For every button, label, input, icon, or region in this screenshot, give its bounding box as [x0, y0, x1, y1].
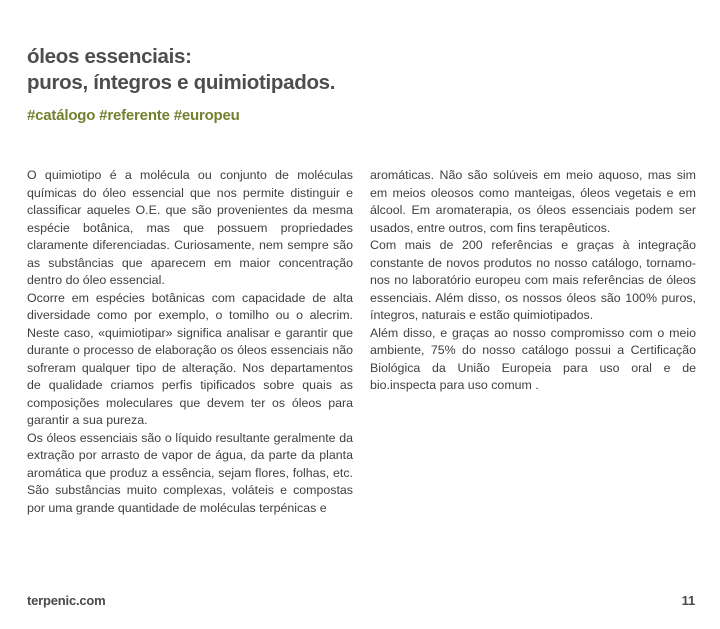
- paragraph-aromaticas: aromáticas. Não são solúveis em meio aquoso, mas sim em meios oleosos como manteigas, óleos vegetais e em álcool. Em aromaterapia, os óleos essenciais podem ser usados, entre outros, com fins terapêuticos.: [370, 168, 696, 235]
- body-columns: [27, 167, 696, 517]
- paragraph-referencias: Com mais de 200 referências e graças à integração constante de novos produtos no nosso catálogo, tornamo-nos no laboratório europeu com mais referências de óleos essenciais. Além disso, os nossos óleos são 100% puros, íntegros, naturais e estão quimiotipados.: [370, 238, 696, 322]
- right-column: [370, 167, 696, 517]
- page-title-line-1: óleos essenciais:: [27, 45, 192, 68]
- left-column: [27, 167, 353, 517]
- page-header: [27, 44, 696, 124]
- page-title: [27, 44, 696, 96]
- page-footer: [27, 593, 695, 608]
- page-number: 11: [681, 593, 695, 608]
- paragraph-oleos-liquido: Os óleos essenciais são o líquido resultante geralmente da extração por arrasto de vapor de água, da parte da planta aromática que produz a essência, sejam flores, folhas, etc. São substâncias muito complexas, voláteis e compostas por uma grande quantidade de moléculas terpénicas e: [27, 430, 353, 515]
- paragraph-especies-botanicas: Ocorre em espécies botânicas com capacidade de alta diversidade como por exemplo, o tomilho ou o alecrim. Neste caso, «quimiotipar» significa analisar e garantir que durante o processo de elaboração os óleos essenciais não sofreram qualquer tipo de alteração. Nos departamentos de qualidade criamos perfis tipificados sobre quais as composições moleculares que devem ter os óleos para garantir a sua pureza.: [27, 290, 353, 427]
- page-title-line-2: puros, íntegros e quimiotipados.: [27, 71, 336, 94]
- paragraph-quimiotipo: O quimiotipo é a molécula ou conjunto de moléculas químicas do óleo essencial que nos permite distinguir e classificar aqueles O.E. que são provenientes da mesma espécie botânica, mas que possuem propriedades claramente diferenciadas. Curiosamente, nem sempre são as substâncias que aparecem em maior concentração dentro do óleo essencial.: [27, 168, 353, 287]
- paragraph-certificacao: Além disso, e graças ao nosso compromisso com o meio ambiente, 75% do nosso catálogo possui a Certificação Biológica da União Europeia para uso oral e de bio.inspecta para uso comum .: [370, 325, 696, 392]
- website-url: terpenic.com: [27, 593, 106, 608]
- hashtags: #catálogo #referente #europeu: [27, 107, 240, 124]
